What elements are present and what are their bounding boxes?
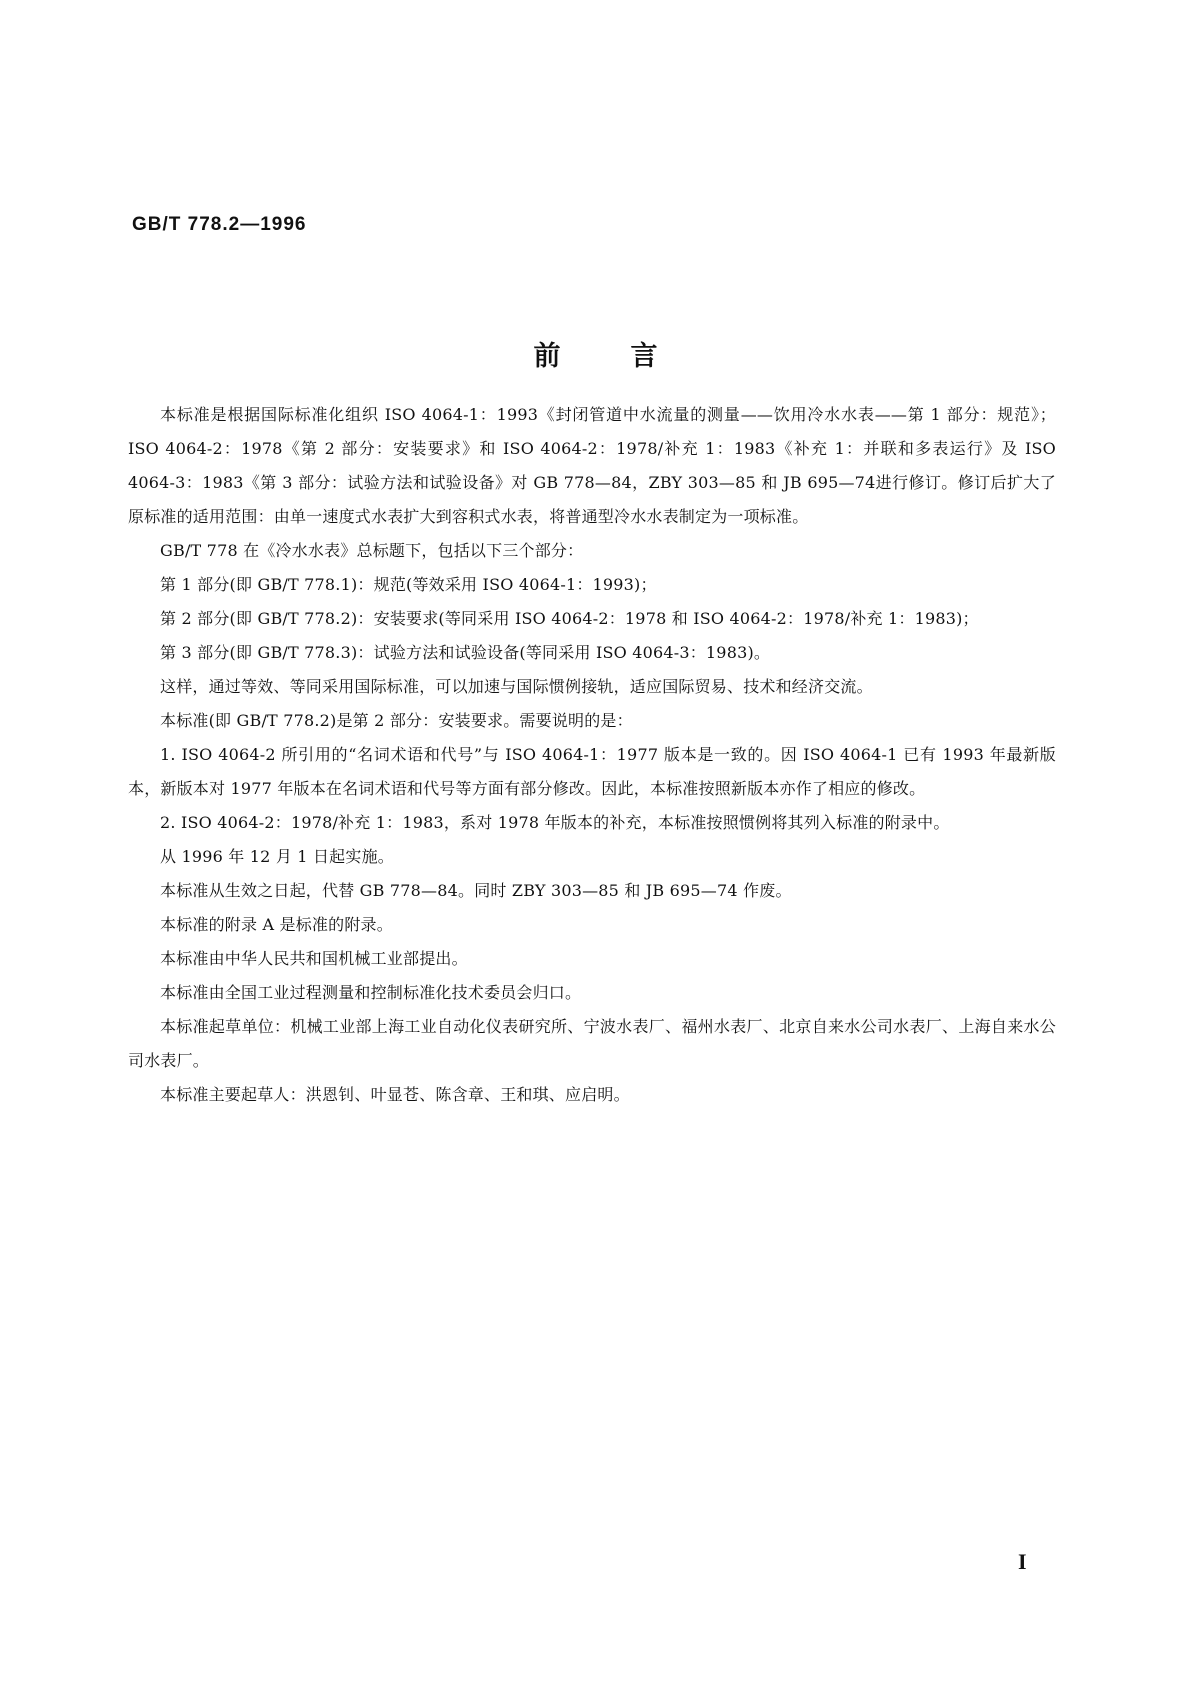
paragraph: 本标准由中华人民共和国机械工业部提出。	[160, 949, 468, 968]
paragraph: 本标准是根据国际标准化组织 ISO 4064-1：1993《封闭管道中水流量的测量——饮用冷水水表——第 1 部分：规范》；ISO 4064-2：1978《第 2 部分：安装要求》和 ISO 4064-2：1978/补充 1：1983《补充 1：并联和多表运行》及 ISO 4064-3：1983《第 3 部分：试验方法和试验设备》对 GB 778—84，ZBY 303—85 和 JB 695—74进行修订。修订后扩大了原标准的适用范围：由单一速度式水表扩大到容积式水表，将普通型冷水水表制定为一项标准。	[128, 405, 1056, 526]
paragraph: 1. ISO 4064-2 所引用的“名词术语和代号”与 ISO 4064-1：1977 版本是一致的。因 ISO 4064-1 已有 1993 年最新版本，新版本对 1977 年版本在名词术语和代号等方面有部分修改。因此，本标准按照新版本亦作了相应的修改。	[128, 745, 1056, 798]
paragraph: 这样，通过等效、等同采用国际标准，可以加速与国际惯例接轨，适应国际贸易、技术和经济交流。	[160, 677, 873, 696]
paragraph: 本标准(即 GB/T 778.2)是第 2 部分：安装要求。需要说明的是：	[160, 711, 633, 730]
paragraph: 本标准的附录 A 是标准的附录。	[160, 915, 393, 934]
paragraph: 本标准起草单位：机械工业部上海工业自动化仪表研究所、宁波水表厂、福州水表厂、北京自来水公司水表厂、上海自来水公司水表厂。	[128, 1017, 1056, 1070]
paragraph: 第 3 部分(即 GB/T 778.3)：试验方法和试验设备(等同采用 ISO 4064-3：1983)。	[160, 643, 771, 662]
paragraph: 2. ISO 4064-2：1978/补充 1：1983，系对 1978 年版本的补充，本标准按照惯例将其列入标准的附录中。	[160, 813, 950, 832]
page-number: I	[1018, 1549, 1027, 1574]
paragraph: 第 1 部分(即 GB/T 778.1)：规范(等效采用 ISO 4064-1：1993)；	[160, 575, 657, 594]
paragraph: 本标准主要起草人：洪恩钊、叶显苍、陈含章、王和琪、应启明。	[160, 1085, 630, 1104]
paragraph: 第 2 部分(即 GB/T 778.2)：安装要求(等同采用 ISO 4064-2：1978 和 ISO 4064-2：1978/补充 1：1983)；	[160, 609, 979, 628]
paragraph: 从 1996 年 12 月 1 日起实施。	[160, 847, 394, 866]
document-code: GB/T 778.2—1996	[132, 214, 307, 235]
paragraph: 本标准从生效之日起，代替 GB 778—84。同时 ZBY 303—85 和 JB 695—74 作废。	[160, 881, 792, 900]
paragraph: GB/T 778 在《冷水水表》总标题下，包括以下三个部分：	[160, 541, 584, 560]
page-title: 前言	[533, 341, 728, 372]
foreword-body	[128, 398, 1056, 1112]
paragraph: 本标准由全国工业过程测量和控制标准化技术委员会归口。	[160, 983, 582, 1002]
